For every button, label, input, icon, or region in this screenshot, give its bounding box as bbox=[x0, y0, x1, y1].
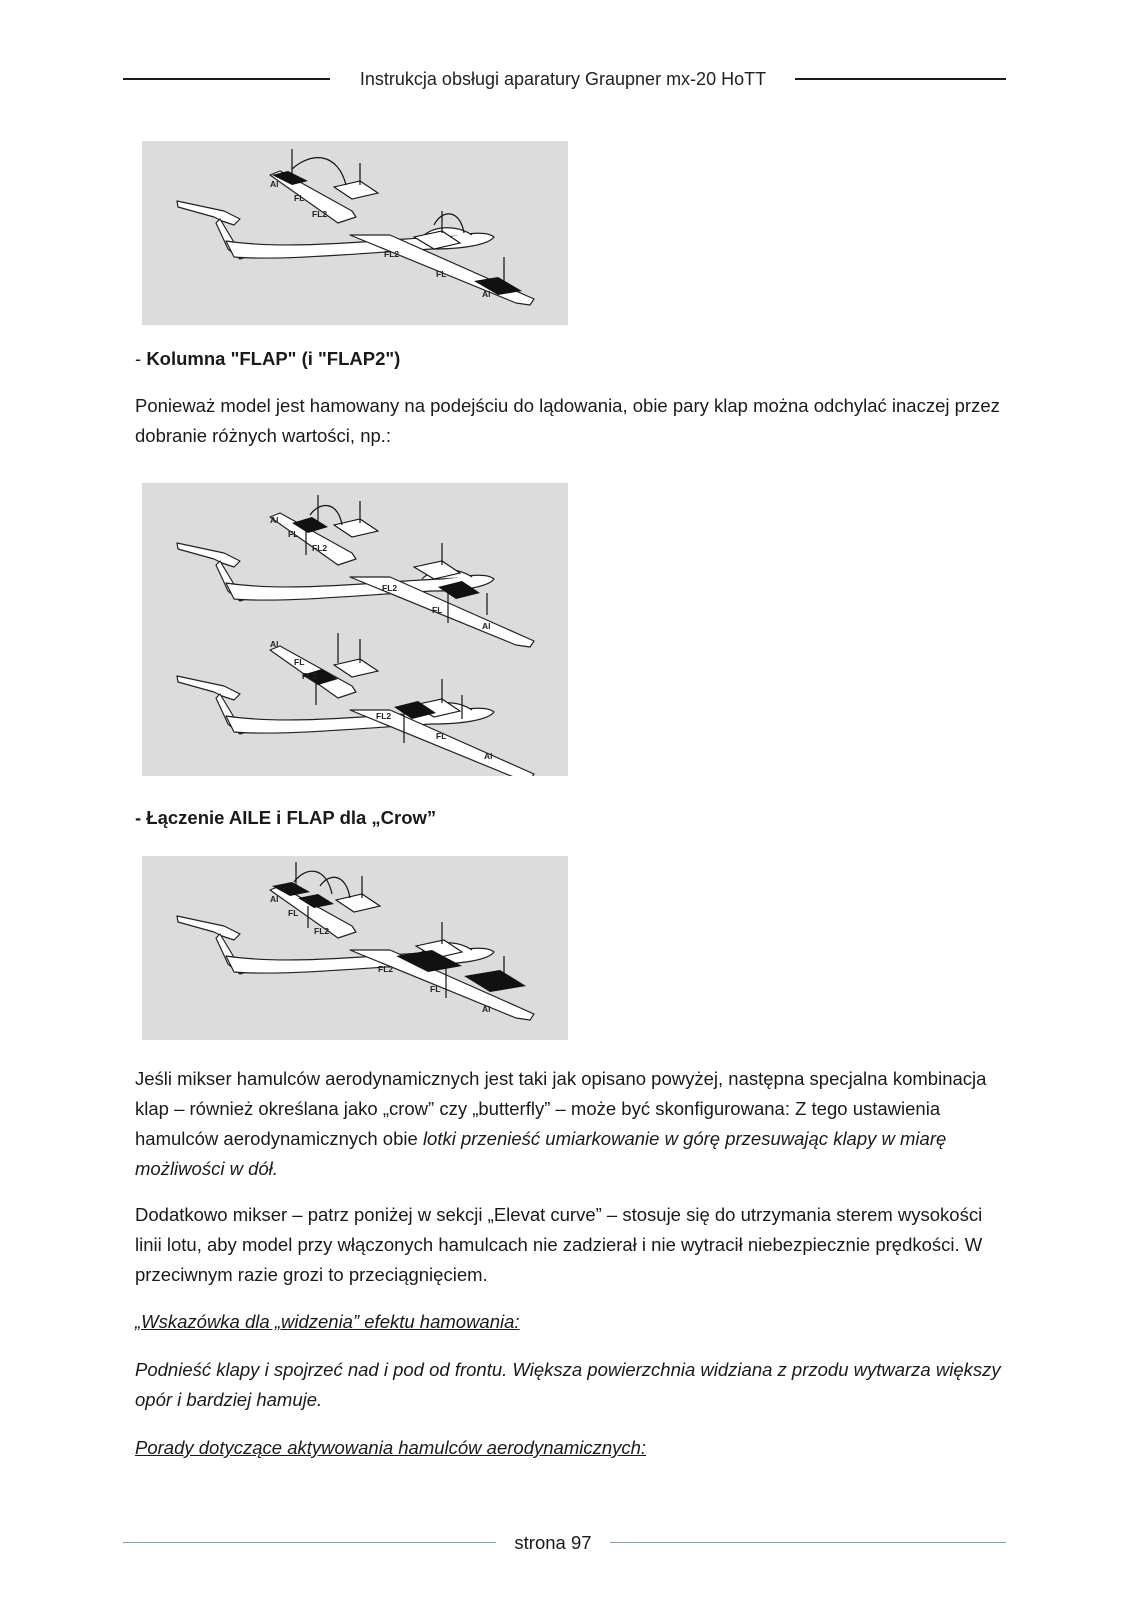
svg-text:FL: FL bbox=[294, 657, 305, 667]
svg-text:FL: FL bbox=[432, 605, 443, 615]
header-rule-left bbox=[123, 78, 330, 80]
crow-paragraph bbox=[135, 1064, 1005, 1184]
header-title: Instrukcja obsługi aparatury Graupner mx-20 HoTT bbox=[359, 69, 767, 89]
crow-paragraph-italic: lotki przenieść umiarkowanie w górę przesuwając klapy w miarę możliwości w dół. bbox=[135, 1128, 947, 1179]
svg-text:FL: FL bbox=[288, 529, 299, 539]
svg-text:FL2: FL2 bbox=[312, 543, 328, 553]
figure-flap-deflection bbox=[142, 141, 568, 325]
crow-paragraph-text: Jeśli mikser hamulców aerodynamicznych jest taki jak opisano powyżej, następna specjalna kombinacja klap – również określana jako „crow” czy „butterfly” – może być skonfigurowana: Z tego ustawienia hamulców aerodynamicznych obie bbox=[135, 1068, 987, 1149]
hint-text: Podnieść klapy i spojrzeć nad i pod od frontu. Większa powierzchnia widziana z przodu wytwarza większy opór i bardziej hamuje. bbox=[135, 1359, 1001, 1410]
label-flap: FL bbox=[436, 269, 447, 279]
elevator-paragraph: Dodatkowo mikser – patrz poniżej w sekcji „Elevat curve” – stosuje się do utrzymania sterem wysokości linii lotu, aby model przy włączonych hamulcach nie zadzierał i nie wytracił niebezpiecznie prędkości. W przeciwnym razie grozi to przeciągnięciem. bbox=[135, 1204, 983, 1285]
svg-text:FL2: FL2 bbox=[314, 926, 330, 936]
label-aileron: Al bbox=[270, 179, 279, 189]
svg-text:Al: Al bbox=[270, 894, 279, 904]
svg-text:Al: Al bbox=[270, 515, 279, 525]
glider-diagram bbox=[142, 141, 568, 325]
svg-text:FL2: FL2 bbox=[378, 964, 394, 974]
figure-flap-variants bbox=[142, 483, 568, 776]
svg-text:FL: FL bbox=[430, 984, 441, 994]
svg-text:Al: Al bbox=[270, 639, 279, 649]
label-flap2: FL2 bbox=[384, 249, 400, 259]
svg-text:Al: Al bbox=[482, 1004, 491, 1014]
svg-text:FL2: FL2 bbox=[382, 583, 398, 593]
glider-diagram-crow bbox=[142, 856, 568, 1040]
footer-rule-left bbox=[123, 1542, 496, 1543]
page-header bbox=[123, 66, 1006, 92]
label-aileron: Al bbox=[482, 289, 491, 299]
figure-crow bbox=[142, 856, 568, 1040]
crow-heading: - Łączenie AILE i FLAP dla „Crow” bbox=[135, 807, 437, 828]
flap-heading bbox=[135, 344, 1005, 374]
page-footer bbox=[123, 1530, 1006, 1556]
svg-text:FL2: FL2 bbox=[376, 711, 392, 721]
svg-text:FL: FL bbox=[288, 908, 299, 918]
tips-title: Porady dotyczące aktywowania hamulców aerodynamicznych: bbox=[135, 1437, 647, 1458]
header-rule-right bbox=[795, 78, 1006, 80]
page-number: strona 97 bbox=[514, 1532, 592, 1553]
svg-text:FL: FL bbox=[436, 731, 447, 741]
flap-paragraph: Ponieważ model jest hamowany na podejściu do lądowania, obie pary klap można odchylać inaczej przez dobranie różnych wartości, np.: bbox=[135, 395, 1000, 446]
svg-text:FL2: FL2 bbox=[302, 671, 318, 681]
footer-rule-right bbox=[610, 1542, 1006, 1543]
label-flap2: FL2 bbox=[312, 209, 328, 219]
heading-text: Kolumna "FLAP" (i "FLAP2") bbox=[146, 348, 401, 369]
glider-diagram-double bbox=[142, 483, 568, 776]
spoiler-left bbox=[334, 181, 378, 199]
svg-text:Al: Al bbox=[484, 751, 493, 761]
label-flap: FL bbox=[294, 193, 305, 203]
svg-text:Al: Al bbox=[482, 621, 491, 631]
heading-prefix: - bbox=[135, 348, 147, 369]
hint-title: „Wskazówka dla „widzenia” efektu hamowania: bbox=[135, 1311, 520, 1332]
